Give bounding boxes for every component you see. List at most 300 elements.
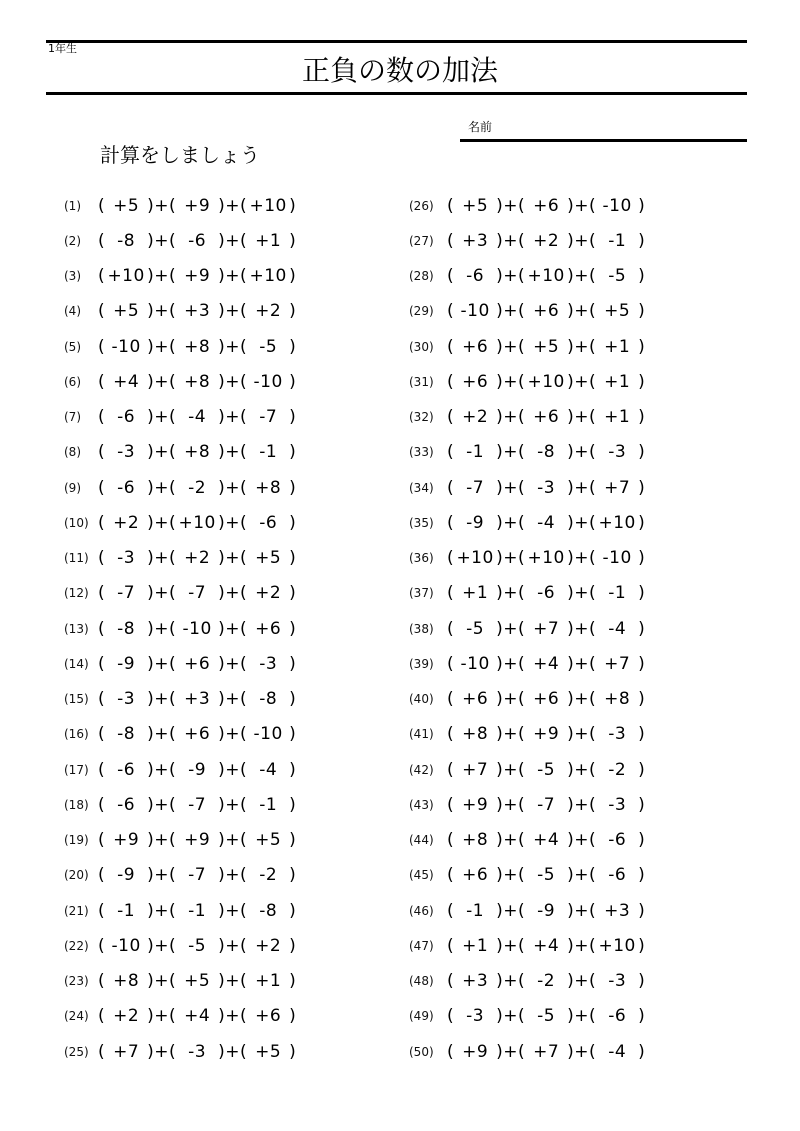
term-a: +3 — [462, 971, 489, 992]
close-paren: ) — [638, 548, 646, 569]
close-paren: ) — [289, 618, 297, 639]
term-c: +5 — [255, 548, 282, 569]
open-paren: ( — [447, 865, 455, 886]
problem-column-left — [64, 188, 296, 1069]
plus-join: )+( — [147, 1006, 177, 1027]
term-a: -1 — [466, 900, 485, 921]
problem-row — [409, 858, 645, 893]
close-paren: ) — [638, 971, 646, 992]
problem-number: (34) — [409, 480, 434, 495]
open-paren: ( — [98, 336, 106, 357]
plus-join: )+( — [567, 759, 597, 780]
problem-row — [64, 294, 296, 329]
problem-row — [64, 893, 296, 928]
term-b: -2 — [537, 971, 556, 992]
problem-row — [64, 364, 296, 399]
open-paren: ( — [447, 618, 455, 639]
plus-join: )+( — [147, 653, 177, 674]
plus-join: )+( — [567, 865, 597, 886]
problem-number: (18) — [64, 797, 89, 812]
plus-join: )+( — [496, 477, 526, 498]
term-a: -3 — [117, 548, 136, 569]
problem-number: (43) — [409, 797, 434, 812]
page-title: 正負の数の加法 — [301, 54, 498, 87]
term-c: -10 — [602, 195, 632, 216]
term-b: -5 — [537, 865, 556, 886]
term-a: +1 — [462, 935, 489, 956]
term-b: -1 — [188, 900, 207, 921]
close-paren: ) — [289, 794, 297, 815]
plus-join: )+( — [496, 512, 526, 533]
problem-number: (50) — [409, 1044, 434, 1059]
term-c: +5 — [604, 301, 631, 322]
term-b: -3 — [537, 477, 556, 498]
term-b: -9 — [537, 900, 556, 921]
problem-number: (23) — [64, 974, 89, 989]
problem-number: (20) — [64, 868, 89, 883]
term-a: +8 — [462, 830, 489, 851]
problem-row — [409, 611, 645, 646]
close-paren: ) — [638, 724, 646, 745]
term-c: +5 — [255, 830, 282, 851]
plus-join: )+( — [496, 548, 526, 569]
problem-number: (17) — [64, 762, 89, 777]
open-paren: ( — [98, 195, 106, 216]
problem-number: (13) — [64, 621, 89, 636]
plus-join: )+( — [567, 266, 597, 287]
term-b: +3 — [184, 301, 211, 322]
plus-join: )+( — [496, 442, 526, 463]
plus-join: )+( — [218, 301, 248, 322]
term-c: -5 — [608, 266, 627, 287]
term-a: -3 — [466, 1006, 485, 1027]
term-b: +5 — [184, 971, 211, 992]
term-b: +10 — [527, 371, 565, 392]
plus-join: )+( — [496, 583, 526, 604]
close-paren: ) — [289, 371, 297, 392]
term-a: +7 — [113, 1041, 140, 1062]
open-paren: ( — [447, 195, 455, 216]
problem-number: (47) — [409, 938, 434, 953]
problem-row — [409, 717, 645, 752]
term-a: +9 — [462, 794, 489, 815]
problem-row — [409, 435, 645, 470]
problem-number: (16) — [64, 727, 89, 742]
plus-join: )+( — [496, 336, 526, 357]
plus-join: )+( — [147, 759, 177, 780]
close-paren: ) — [638, 1006, 646, 1027]
problem-number: (5) — [64, 339, 81, 354]
plus-join: )+( — [218, 583, 248, 604]
term-a: -1 — [117, 900, 136, 921]
plus-join: )+( — [567, 618, 597, 639]
plus-join: )+( — [218, 336, 248, 357]
plus-join: )+( — [496, 618, 526, 639]
term-c: +1 — [255, 971, 282, 992]
problem-number: (27) — [409, 233, 434, 248]
term-a: +5 — [113, 301, 140, 322]
term-a: +1 — [462, 583, 489, 604]
open-paren: ( — [98, 407, 106, 428]
term-c: +6 — [255, 618, 282, 639]
close-paren: ) — [638, 583, 646, 604]
problem-number: (12) — [64, 586, 89, 601]
term-b: -2 — [188, 477, 207, 498]
term-c: -7 — [259, 407, 278, 428]
plus-join: )+( — [496, 935, 526, 956]
term-c: -3 — [608, 724, 627, 745]
close-paren: ) — [638, 830, 646, 851]
problem-row — [409, 400, 645, 435]
plus-join: )+( — [567, 830, 597, 851]
problem-column-right — [409, 188, 645, 1069]
plus-join: )+( — [147, 618, 177, 639]
close-paren: ) — [638, 230, 646, 251]
problem-row — [409, 294, 645, 329]
problem-number: (10) — [64, 515, 89, 530]
plus-join: )+( — [147, 266, 177, 287]
close-paren: ) — [289, 724, 297, 745]
plus-join: )+( — [567, 548, 597, 569]
problem-number: (36) — [409, 551, 434, 566]
term-a: +10 — [456, 548, 494, 569]
term-a: +10 — [107, 266, 145, 287]
plus-join: )+( — [147, 971, 177, 992]
term-c: -1 — [608, 583, 627, 604]
open-paren: ( — [98, 830, 106, 851]
open-paren: ( — [447, 724, 455, 745]
problem-row — [64, 576, 296, 611]
term-a: -6 — [466, 266, 485, 287]
term-b: -7 — [188, 794, 207, 815]
term-c: +5 — [255, 1041, 282, 1062]
open-paren: ( — [447, 653, 455, 674]
term-a: +6 — [462, 865, 489, 886]
term-b: -8 — [537, 442, 556, 463]
plus-join: )+( — [147, 548, 177, 569]
term-a: +9 — [113, 830, 140, 851]
grade-label: 1年生 — [48, 42, 77, 55]
plus-join: )+( — [567, 477, 597, 498]
problem-row — [64, 1034, 296, 1069]
problem-number: (19) — [64, 833, 89, 848]
close-paren: ) — [289, 1041, 297, 1062]
plus-join: )+( — [147, 830, 177, 851]
term-c: -6 — [608, 1006, 627, 1027]
term-b: +4 — [533, 653, 560, 674]
close-paren: ) — [289, 477, 297, 498]
problem-number: (37) — [409, 586, 434, 601]
plus-join: )+( — [496, 195, 526, 216]
problem-row — [409, 964, 645, 999]
plus-join: )+( — [567, 1041, 597, 1062]
term-c: -3 — [608, 794, 627, 815]
problem-row — [409, 505, 645, 540]
problem-number: (29) — [409, 304, 434, 319]
plus-join: )+( — [567, 230, 597, 251]
term-c: -10 — [602, 548, 632, 569]
term-b: -4 — [188, 407, 207, 428]
plus-join: )+( — [218, 477, 248, 498]
open-paren: ( — [98, 230, 106, 251]
plus-join: )+( — [496, 724, 526, 745]
close-paren: ) — [289, 900, 297, 921]
close-paren: ) — [289, 230, 297, 251]
problem-row — [64, 823, 296, 858]
open-paren: ( — [98, 971, 106, 992]
close-paren: ) — [289, 653, 297, 674]
close-paren: ) — [638, 900, 646, 921]
term-a: +8 — [113, 971, 140, 992]
close-paren: ) — [638, 195, 646, 216]
close-paren: ) — [638, 442, 646, 463]
problem-number: (46) — [409, 903, 434, 918]
term-b: +3 — [184, 689, 211, 710]
term-c: +1 — [255, 230, 282, 251]
close-paren: ) — [289, 512, 297, 533]
close-paren: ) — [289, 689, 297, 710]
open-paren: ( — [447, 935, 455, 956]
term-a: +2 — [462, 407, 489, 428]
close-paren: ) — [638, 407, 646, 428]
term-a: -7 — [466, 477, 485, 498]
open-paren: ( — [447, 1041, 455, 1062]
plus-join: )+( — [218, 407, 248, 428]
term-c: +2 — [255, 301, 282, 322]
problem-row — [64, 928, 296, 963]
problem-row — [409, 752, 645, 787]
term-b: +7 — [533, 1041, 560, 1062]
problem-number: (32) — [409, 410, 434, 425]
problem-number: (22) — [64, 938, 89, 953]
plus-join: )+( — [218, 900, 248, 921]
plus-join: )+( — [218, 1006, 248, 1027]
plus-join: )+( — [567, 583, 597, 604]
close-paren: ) — [638, 1041, 646, 1062]
problem-row — [64, 999, 296, 1034]
open-paren: ( — [447, 477, 455, 498]
plus-join: )+( — [147, 301, 177, 322]
term-c: +1 — [604, 371, 631, 392]
term-c: +7 — [604, 477, 631, 498]
plus-join: )+( — [567, 900, 597, 921]
problem-number: (40) — [409, 692, 434, 707]
close-paren: ) — [638, 759, 646, 780]
problem-number: (24) — [64, 1009, 89, 1024]
term-c: +10 — [598, 935, 636, 956]
problem-number: (42) — [409, 762, 434, 777]
term-c: +1 — [604, 336, 631, 357]
term-c: -6 — [608, 865, 627, 886]
term-b: +7 — [533, 618, 560, 639]
plus-join: )+( — [147, 865, 177, 886]
problem-row — [409, 646, 645, 681]
open-paren: ( — [98, 900, 106, 921]
problem-row — [64, 329, 296, 364]
term-a: +6 — [462, 336, 489, 357]
term-b: +6 — [533, 195, 560, 216]
close-paren: ) — [638, 618, 646, 639]
term-a: -8 — [117, 724, 136, 745]
open-paren: ( — [98, 266, 106, 287]
plus-join: )+( — [147, 900, 177, 921]
problem-row — [64, 188, 296, 223]
term-b: -7 — [188, 583, 207, 604]
term-b: +10 — [178, 512, 216, 533]
term-a: +6 — [462, 371, 489, 392]
problem-number: (28) — [409, 269, 434, 284]
close-paren: ) — [289, 1006, 297, 1027]
term-b: +6 — [533, 689, 560, 710]
plus-join: )+( — [496, 1041, 526, 1062]
term-b: +9 — [184, 195, 211, 216]
plus-join: )+( — [567, 407, 597, 428]
close-paren: ) — [289, 407, 297, 428]
plus-join: )+( — [218, 935, 248, 956]
problem-row — [409, 999, 645, 1034]
term-c: -5 — [259, 336, 278, 357]
plus-join: )+( — [147, 689, 177, 710]
term-c: +10 — [249, 195, 287, 216]
term-a: -8 — [117, 618, 136, 639]
term-b: -3 — [188, 1041, 207, 1062]
problem-number: (14) — [64, 656, 89, 671]
problem-number: (39) — [409, 656, 434, 671]
problem-row — [409, 823, 645, 858]
term-b: +6 — [184, 653, 211, 674]
plus-join: )+( — [496, 653, 526, 674]
term-a: -9 — [117, 653, 136, 674]
term-c: -3 — [608, 442, 627, 463]
open-paren: ( — [98, 759, 106, 780]
term-b: +2 — [533, 230, 560, 251]
problem-number: (6) — [64, 374, 81, 389]
term-a: -10 — [111, 336, 141, 357]
plus-join: )+( — [147, 442, 177, 463]
term-a: +3 — [462, 230, 489, 251]
problem-row — [64, 787, 296, 822]
plus-join: )+( — [496, 759, 526, 780]
problem-row — [409, 259, 645, 294]
plus-join: )+( — [147, 512, 177, 533]
close-paren: ) — [289, 548, 297, 569]
plus-join: )+( — [218, 1041, 248, 1062]
term-b: -5 — [188, 935, 207, 956]
problem-number: (4) — [64, 304, 81, 319]
problem-row — [409, 576, 645, 611]
problem-number: (35) — [409, 515, 434, 530]
plus-join: )+( — [567, 794, 597, 815]
plus-join: )+( — [567, 301, 597, 322]
close-paren: ) — [289, 442, 297, 463]
plus-join: )+( — [567, 336, 597, 357]
open-paren: ( — [447, 1006, 455, 1027]
term-a: -10 — [460, 653, 490, 674]
plus-join: )+( — [147, 371, 177, 392]
term-c: -6 — [608, 830, 627, 851]
instruction-text: 計算をしましょう — [100, 143, 260, 167]
problem-row — [64, 752, 296, 787]
term-a: +6 — [462, 689, 489, 710]
problem-row — [409, 223, 645, 258]
close-paren: ) — [289, 935, 297, 956]
term-b: -9 — [188, 759, 207, 780]
open-paren: ( — [98, 865, 106, 886]
problem-number: (45) — [409, 868, 434, 883]
term-c: +2 — [255, 583, 282, 604]
open-paren: ( — [98, 935, 106, 956]
term-c: -6 — [259, 512, 278, 533]
open-paren: ( — [98, 1006, 106, 1027]
problem-row — [64, 541, 296, 576]
open-paren: ( — [447, 548, 455, 569]
plus-join: )+( — [218, 830, 248, 851]
close-paren: ) — [638, 512, 646, 533]
open-paren: ( — [447, 759, 455, 780]
open-paren: ( — [447, 971, 455, 992]
problem-row — [409, 1034, 645, 1069]
plus-join: )+( — [218, 548, 248, 569]
term-b: +6 — [533, 301, 560, 322]
term-b: +8 — [184, 371, 211, 392]
plus-join: )+( — [218, 759, 248, 780]
term-b: -5 — [537, 759, 556, 780]
plus-join: )+( — [147, 1041, 177, 1062]
term-a: +9 — [462, 1041, 489, 1062]
term-b: +6 — [184, 724, 211, 745]
term-c: +3 — [604, 900, 631, 921]
plus-join: )+( — [218, 865, 248, 886]
term-c: -8 — [259, 689, 278, 710]
problem-number: (11) — [64, 551, 89, 566]
plus-join: )+( — [147, 794, 177, 815]
header-top-rule — [46, 40, 747, 43]
problem-number: (3) — [64, 269, 81, 284]
close-paren: ) — [638, 865, 646, 886]
problem-row — [64, 964, 296, 999]
term-a: -6 — [117, 759, 136, 780]
problem-row — [64, 682, 296, 717]
plus-join: )+( — [496, 689, 526, 710]
plus-join: )+( — [218, 618, 248, 639]
plus-join: )+( — [496, 865, 526, 886]
plus-join: )+( — [147, 407, 177, 428]
term-a: +2 — [113, 1006, 140, 1027]
term-b: +4 — [184, 1006, 211, 1027]
problem-row — [64, 470, 296, 505]
plus-join: )+( — [218, 653, 248, 674]
open-paren: ( — [98, 1041, 106, 1062]
problem-row — [409, 682, 645, 717]
term-c: -4 — [259, 759, 278, 780]
problem-row — [409, 787, 645, 822]
term-b: +6 — [533, 407, 560, 428]
term-c: -1 — [259, 794, 278, 815]
term-c: -4 — [608, 618, 627, 639]
problem-row — [409, 928, 645, 963]
problem-number: (33) — [409, 445, 434, 460]
close-paren: ) — [289, 759, 297, 780]
close-paren: ) — [638, 935, 646, 956]
problem-row — [409, 470, 645, 505]
problem-number: (25) — [64, 1044, 89, 1059]
open-paren: ( — [447, 794, 455, 815]
problem-number: (9) — [64, 480, 81, 495]
term-a: -8 — [117, 230, 136, 251]
close-paren: ) — [638, 477, 646, 498]
open-paren: ( — [98, 794, 106, 815]
plus-join: )+( — [567, 1006, 597, 1027]
